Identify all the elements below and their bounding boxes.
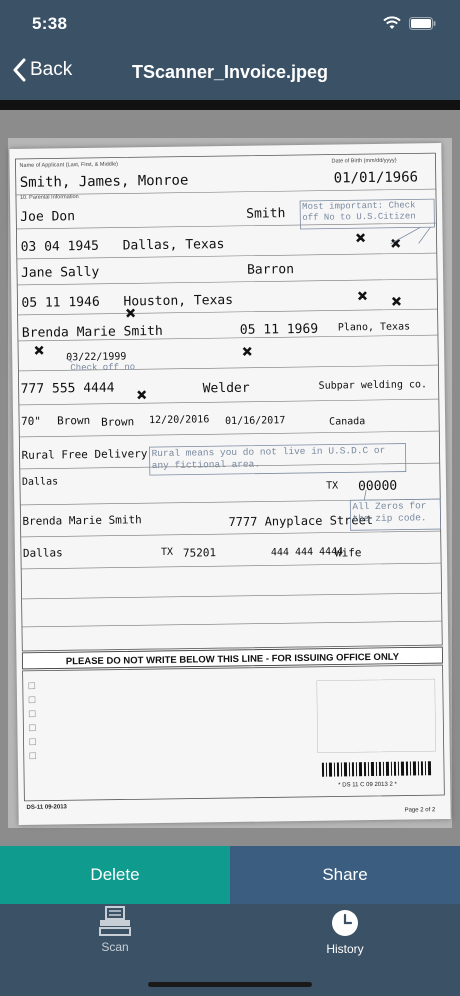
wifi-icon (383, 16, 401, 30)
relationship: Wife (334, 546, 362, 560)
barcode (322, 761, 431, 777)
status-bar (0, 0, 460, 44)
tab-bar (0, 904, 460, 996)
svg-text:✕: ✕ (242, 344, 253, 359)
clock-icon (330, 908, 360, 938)
emergency-zip: 75201 (182, 546, 217, 560)
document-viewer[interactable] (0, 110, 460, 846)
tab-history[interactable] (230, 904, 460, 974)
spouse-dob: 05 11 1969 (239, 321, 319, 338)
status-icons (383, 16, 436, 30)
emergency-name: Brenda Marie Smith (22, 513, 142, 528)
svg-text:✕: ✕ (34, 343, 45, 358)
tab-scan[interactable] (0, 904, 230, 974)
emergency-city: Dallas (22, 546, 63, 560)
svg-text:✕: ✕ (355, 231, 366, 246)
dob-label: Date of Birth (mm/dd/yyyy) (331, 157, 397, 165)
tab-history-label: History (326, 942, 364, 956)
back-label: Back (30, 59, 73, 80)
address: Rural Free Delivery (21, 447, 148, 462)
phone: 777 555 4444 (20, 380, 115, 397)
do-not-write-banner: PLEASE DO NOT WRITE BELOW THIS LINE - FOR ISSUING OFFICE ONLY (65, 651, 400, 668)
status-time: 5:38 (32, 14, 68, 33)
father-last: Smith (246, 206, 286, 222)
page-number: Page 2 of 2 (404, 807, 436, 814)
navigation-bar (0, 44, 460, 100)
father-first: Joe Don (20, 209, 76, 225)
battery-icon (409, 17, 436, 30)
return-date: 01/16/2017 (225, 415, 286, 428)
svg-text:✕: ✕ (136, 388, 147, 403)
occupation: Welder (202, 380, 250, 397)
emergency-state: TX (160, 546, 174, 558)
spouse-pob: Plano, Texas (337, 321, 411, 334)
marriage-date: 03/22/1999 (66, 351, 127, 364)
zeros-note: All Zeros for the zip code. (352, 500, 427, 525)
mother-first: Jane Sally (20, 264, 100, 281)
action-bar (0, 846, 460, 904)
mother-dob: 05 11 1946 (21, 294, 100, 311)
check-no-note: Check off no (70, 362, 136, 374)
divider (0, 100, 460, 110)
share-button[interactable]: Share (230, 846, 460, 904)
svg-text:✕: ✕ (391, 294, 402, 309)
delete-button[interactable]: Delete (0, 846, 230, 904)
home-indicator (148, 982, 312, 987)
form-id: DS-11 09-2013 (26, 804, 67, 811)
countries: Canada (329, 416, 366, 428)
citizen-note: Most important: Check off No to U.S.Citizen (302, 200, 416, 223)
height: 70" (21, 414, 42, 428)
applicant-name: Smith, James, Monroe (19, 172, 189, 191)
spouse-name: Brenda Marie Smith (21, 323, 163, 341)
zip: 00000 (357, 478, 398, 495)
mother-pob: Houston, Texas (123, 292, 234, 310)
barcode-text: * DS 11 C 09 2013 2 * (338, 781, 397, 789)
dob-value: 01/01/1966 (333, 169, 419, 187)
eye-color: Brown (101, 415, 135, 429)
state: TX (325, 480, 339, 492)
rural-note: Rural means you do not live in U.S.D.C or any fictional area. (151, 444, 386, 472)
document-image (9, 143, 450, 825)
city: Dallas (21, 476, 59, 488)
father-pob: Dallas, Texas (122, 237, 225, 254)
parental-info-label: 10. Parental Information (19, 194, 79, 201)
svg-text:✕: ✕ (125, 306, 136, 321)
father-dob: 03 04 1945 (20, 238, 100, 255)
applicant-label: Name of Applicant (Last, First, & Middle) (19, 161, 119, 169)
emergency-phone: 444 444 4444 (270, 546, 344, 559)
page-title: TScanner_Invoice.jpeg (131, 62, 329, 82)
mother-last: Barron (246, 262, 295, 278)
tab-scan-label: Scan (101, 940, 129, 954)
hair-color: Brown (57, 413, 91, 428)
departure-date: 12/20/2016 (149, 414, 210, 427)
employer: Subpar welding co. (318, 379, 428, 392)
emergency-address: 7777 Anyplace Street (228, 513, 374, 530)
svg-text:✕: ✕ (357, 289, 368, 304)
svg-text:✕: ✕ (390, 236, 401, 251)
scanned-document (9, 143, 450, 825)
scanner-icon (98, 906, 132, 936)
